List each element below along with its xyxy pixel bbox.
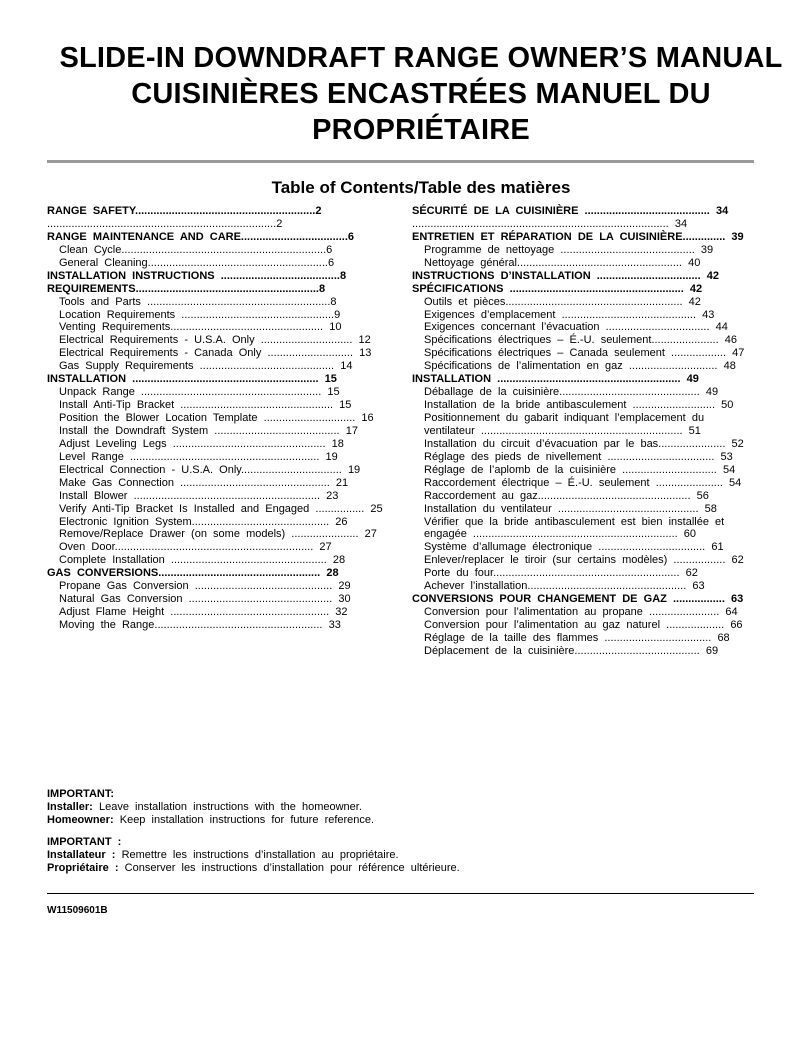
installer-note [47, 801, 754, 814]
toc-entry[interactable]: Exigences concernant l’évacuation .................................. 44 [424, 321, 728, 334]
important-notes-english [47, 788, 754, 827]
installateur-label: Installateur : [47, 849, 116, 861]
toc-entry[interactable]: Location Requirements ..................................................9 [59, 308, 341, 321]
toc-english-column [47, 205, 412, 632]
toc-entry[interactable]: Programme de nettoyage ............................................ 39 [424, 243, 714, 256]
toc-entry[interactable]: SPÉCIFICATIONS ......................................................... 42 [412, 282, 703, 295]
toc-entry[interactable]: Install the Downdraft System ......................................... 17 [59, 424, 358, 437]
title-divider [47, 160, 754, 163]
toc-entry[interactable]: RANGE MAINTENANCE AND CARE...................................6 [47, 230, 355, 243]
toc-entry[interactable]: Install Anti-Tip Bracket .................................................. 15 [59, 399, 352, 412]
installer-text: Leave installation instructions with the homeowner. [92, 801, 362, 813]
important-heading: IMPORTANT: [47, 788, 115, 800]
toc-entry[interactable]: Enlever/replacer le tiroir (sur certains modèles) ................. 62 [424, 554, 744, 567]
toc-entry[interactable]: Positionnement du gabarit indiquant l’emplacement du [424, 412, 705, 424]
proprietaire-note [47, 862, 754, 875]
toc-entry[interactable]: REQUIREMENTS............................................................8 [47, 282, 326, 295]
toc-entry[interactable]: Verify Anti-Tip Bracket Is Installed and Engaged ................ 25 [59, 502, 383, 515]
toc-entry[interactable]: .................................................................................... 34 [412, 217, 688, 230]
toc-entry[interactable]: Exigences d’emplacement ............................................ 43 [424, 308, 715, 321]
toc-entry[interactable]: Déplacement de la cuisinière......................................... 69 [424, 644, 719, 657]
proprietaire-text: Conserver les instructions d’installation pour référence ultérieure. [118, 862, 460, 874]
toc-entry[interactable]: Installation du circuit d’évacuation par le bas...................... 52 [424, 437, 744, 450]
toc-entry[interactable]: Réglage de l’aplomb de la cuisinière ............................... 54 [424, 463, 736, 476]
toc-entry[interactable]: GAS CONVERSIONS..................................................... 28 [47, 567, 339, 580]
toc-entry[interactable]: INSTALLATION INSTRUCTIONS .......................................8 [47, 269, 347, 282]
toc-entry[interactable]: INSTRUCTIONS D’INSTALLATION .................................. 42 [412, 269, 720, 282]
toc-entry[interactable]: Unpack Range ........................................................... 15 [59, 386, 340, 399]
toc-entry[interactable]: Réglage de la taille des flammes ................................... 68 [424, 631, 730, 644]
toc-entry[interactable]: Clean Cycle...................................................................6 [59, 243, 333, 256]
toc-entry[interactable]: Achever l’installation.................................................... 63 [424, 580, 705, 593]
toc-entry[interactable]: Raccordement au gaz.................................................. 56 [424, 489, 709, 502]
toc-entry[interactable]: Adjust Flame Height .................................................... 32 [59, 606, 348, 619]
title-line-3: PROPRIÉTAIRE [312, 114, 530, 146]
toc-entry[interactable]: Réglage des pieds de nivellement ................................... 53 [424, 450, 733, 463]
toc-entry[interactable]: Electronic Ignition System............................................. 26 [59, 515, 348, 528]
toc-entry[interactable]: Conversion pour l’alimentation au propane ....................... 64 [424, 606, 738, 619]
toc-entry[interactable]: Outils et pièces.......................................................... 42 [424, 295, 701, 308]
toc-entry[interactable]: Installation du ventilateur .............................................. 58 [424, 502, 717, 515]
toc-entry[interactable]: Electrical Requirements - Canada Only ............................ 13 [59, 347, 372, 360]
toc-entry[interactable]: Spécifications électriques – É.-U. seulement...................... 46 [424, 334, 738, 347]
toc-entry[interactable]: Position the Blower Location Template .............................. 16 [59, 412, 374, 424]
toc-entry[interactable]: Gas Supply Requirements ............................................ 14 [59, 360, 353, 373]
toc-entry[interactable]: INSTALLATION ............................................................ 49 [412, 373, 699, 386]
toc-entry[interactable]: Complete Installation ................................................... 28 [59, 554, 346, 567]
proprietaire-label: Propriétaire : [47, 862, 119, 874]
toc-entry[interactable]: RANGE SAFETY...........................................................2 [47, 205, 322, 217]
title-line-2: CUISINIÈRES ENCASTRÉES MANUEL DU [131, 78, 711, 110]
toc-entry[interactable]: General Cleaning...........................................................6 [59, 256, 335, 269]
toc-entry[interactable]: ENTRETIEN ET RÉPARATION DE LA CUISINIÈRE.............. 39 [412, 230, 744, 243]
title-line-1: SLIDE-IN DOWNDRAFT RANGE OWNER’S MANUAL [59, 42, 783, 74]
toc-entry[interactable]: Tools and Parts ............................................................8 [59, 295, 337, 308]
installateur-text: Remettre les instructions d’installation au propriétaire. [115, 849, 399, 861]
important-heading-fr: IMPORTANT : [47, 836, 122, 848]
document-title [40, 40, 802, 148]
toc-entry[interactable]: Make Gas Connection ................................................. 21 [59, 476, 349, 489]
toc-entry[interactable]: Porte du four............................................................. 62 [424, 567, 698, 580]
toc-entry[interactable]: Oven Door................................................................. 27 [59, 541, 332, 554]
footer-divider [47, 893, 754, 894]
toc-entry[interactable]: Système d’allumage électronique ................................... 61 [424, 541, 724, 554]
installer-label: Installer: [47, 801, 93, 813]
toc-entry[interactable]: Spécifications électriques – Canada seulement .................. 47 [424, 347, 745, 360]
toc-entry[interactable]: Spécifications de l’alimentation en gaz ............................. 48 [424, 360, 736, 373]
installateur-note [47, 849, 754, 862]
document-number: W11509601B [47, 905, 108, 916]
toc-entry[interactable]: Adjust Leveling Legs .................................................. 18 [59, 437, 344, 450]
toc-entry[interactable]: engagée ................................................................... 60 [424, 528, 697, 541]
toc-entry[interactable]: Nettoyage général...................................................... 40 [424, 256, 701, 269]
toc-entry[interactable]: Venting Requirements.................................................. 10 [59, 321, 342, 334]
toc-entry[interactable]: CONVERSIONS POUR CHANGEMENT DE GAZ ................. 63 [412, 593, 744, 606]
toc-french-column [412, 205, 764, 658]
toc-entry[interactable]: ...........................................................................2 [47, 217, 283, 230]
homeowner-text: Keep installation instructions for future reference. [113, 814, 375, 826]
toc-entry[interactable]: Déballage de la cuisinière.............................................. 49 [424, 386, 719, 399]
toc-entry[interactable]: INSTALLATION ............................................................. 15 [47, 373, 337, 386]
toc-entry[interactable]: Electrical Connection - U.S.A. Only................................. 19 [59, 463, 361, 476]
toc-entry[interactable]: Propane Gas Conversion ............................................. 29 [59, 580, 351, 593]
toc-entry[interactable]: Raccordement électrique – É.-U. seulement ...................... 54 [424, 476, 742, 489]
toc-entry[interactable]: Electrical Requirements - U.S.A. Only .............................. 12 [59, 334, 371, 347]
toc-entry[interactable]: Vérifier que la bride antibasculement est bien installée et [424, 515, 725, 528]
toc-entry[interactable]: Install Blower ............................................................. 23 [59, 489, 339, 502]
toc-entry[interactable]: Moving the Range....................................................... 33 [59, 619, 341, 631]
important-notes-french [47, 836, 754, 875]
toc-heading: Table of Contents/Table des matières [271, 178, 571, 197]
toc-entry[interactable]: ventilateur .................................................................. 51 [424, 424, 701, 437]
toc-entry[interactable]: Remove/Replace Drawer (on some models) ...................... 27 [59, 528, 377, 541]
toc-entry[interactable]: Natural Gas Conversion ............................................... 30 [59, 593, 351, 606]
homeowner-note [47, 814, 754, 827]
toc-entry[interactable]: Installation de la bride antibasculement ........................... 50 [424, 399, 734, 412]
homeowner-label: Homeowner: [47, 814, 114, 826]
toc-entry[interactable]: SÉCURITÉ DE LA CUISINIÈRE ......................................... 34 [412, 205, 729, 217]
toc-entry[interactable]: Conversion pour l’alimentation au gaz naturel ................... 66 [424, 619, 743, 631]
toc-entry[interactable]: Level Range .............................................................. 19 [59, 450, 338, 463]
